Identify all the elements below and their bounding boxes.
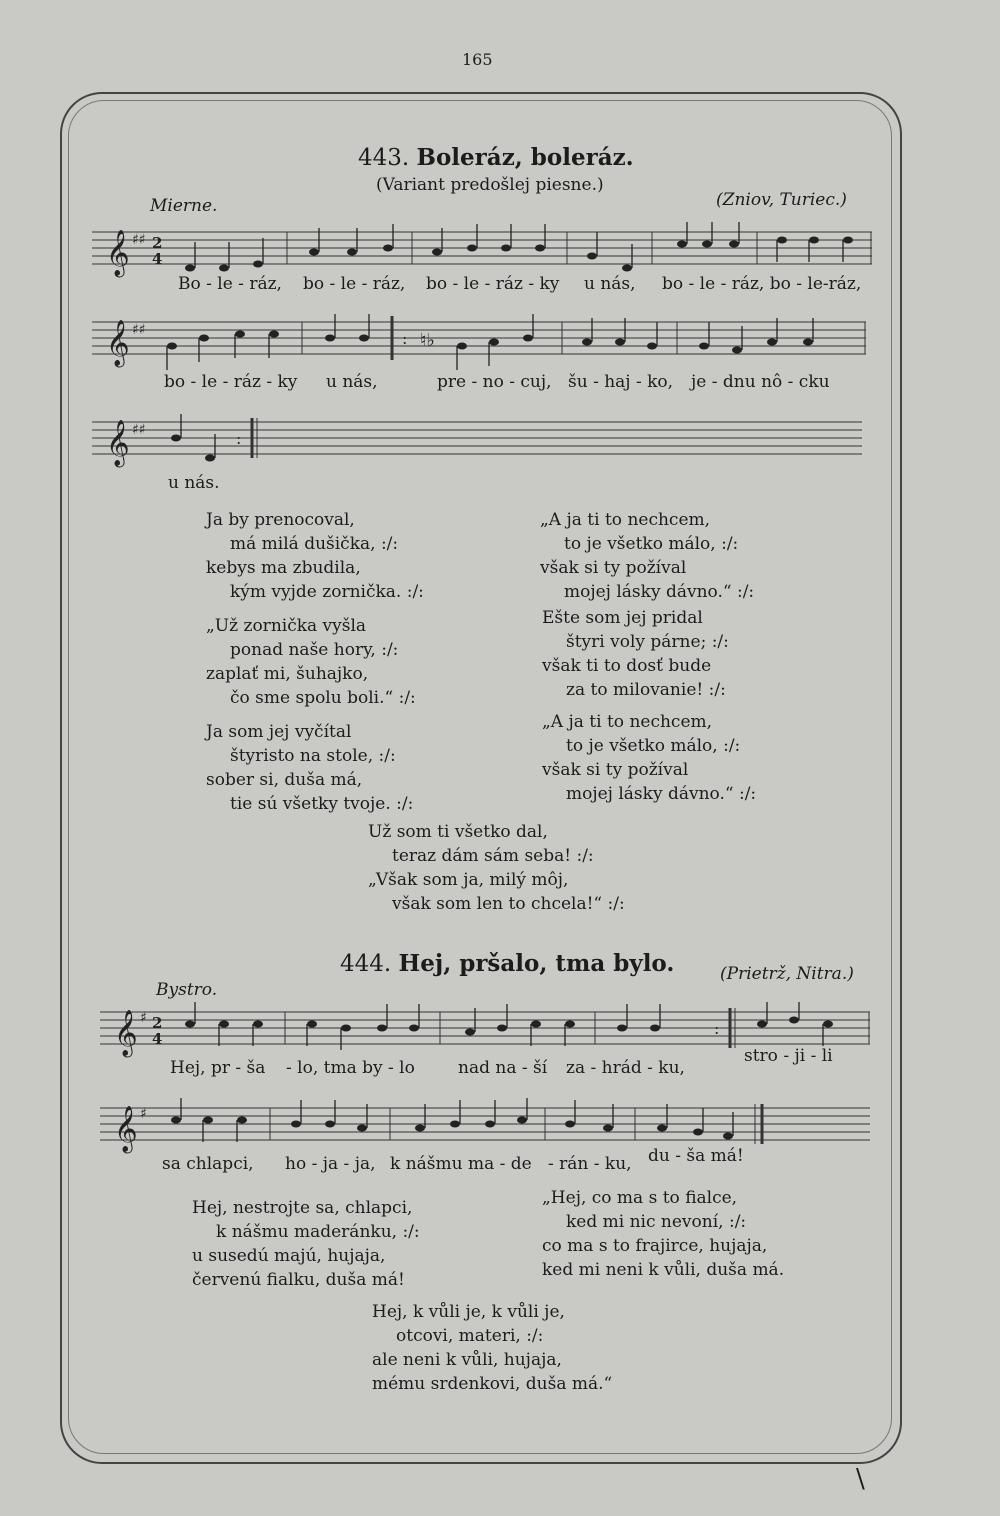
verse-line: mojej lásky dávno.“ :/: <box>564 582 755 602</box>
tempo-marking: Bystro. <box>156 980 218 1000</box>
lyric-syllables: u nás, <box>326 372 378 392</box>
music-staff <box>92 412 862 472</box>
song-number: 444. <box>340 951 392 977</box>
lyric-syllables: u nás. <box>168 473 220 493</box>
lyric-syllables: - rán - ku, <box>548 1154 632 1174</box>
song-source: (Prietrž, Nitra.) <box>720 964 854 984</box>
verse <box>192 1196 420 1292</box>
lyric-syllables: bo - le - ráz, <box>303 274 406 294</box>
verse-line: Ešte som jej pridal <box>542 608 703 628</box>
verse-line: ked mi nic nevoní, :/: <box>566 1212 747 1232</box>
svg-text:♯♯: ♯♯ <box>132 422 146 438</box>
music-staff <box>92 312 866 372</box>
lyric-syllables: nad na - ší <box>458 1058 548 1078</box>
verse <box>206 508 424 604</box>
tempo-marking: Mierne. <box>150 196 218 216</box>
svg-text::: : <box>402 329 408 348</box>
lyrics-line <box>0 1146 1000 1178</box>
lyric-syllables: - lo, tma by - lo <box>286 1058 415 1078</box>
song-title <box>340 950 674 977</box>
lyric-syllables: bo - le - ráz - ky <box>426 274 560 294</box>
lyric-syllables: bo - le - ráz - ky <box>164 372 298 392</box>
svg-text:4: 4 <box>152 250 163 268</box>
verse-line: to je všetko málo, :/: <box>566 736 741 756</box>
verse-line: co ma s to frajirce, hujaja, <box>542 1236 768 1256</box>
verse-line: teraz dám sám seba! :/: <box>392 846 594 866</box>
verse-line: Hej, nestrojte sa, chlapci, <box>192 1198 413 1218</box>
verse-line: „A ja ti to nechcem, <box>542 712 713 732</box>
verse <box>542 1186 784 1282</box>
verse-line: ked mi neni k vůli, duša má. <box>542 1260 785 1280</box>
svg-text:𝄞: 𝄞 <box>106 420 130 466</box>
verse-line: Hej, k vůli je, k vůli je, <box>372 1302 565 1322</box>
margin-mark: \ <box>856 1464 865 1494</box>
svg-text:2: 2 <box>152 234 163 252</box>
svg-text:♯♯: ♯♯ <box>132 322 146 338</box>
verse-line: mému srdenkovi, duša má.“ <box>372 1374 613 1394</box>
svg-text:♯♯: ♯♯ <box>132 232 146 248</box>
svg-text::: : <box>714 1019 720 1038</box>
verse-line: má milá dušička, :/: <box>230 534 399 554</box>
svg-text:𝄞: 𝄞 <box>106 230 130 276</box>
page-number: 165 <box>462 50 493 69</box>
verse-line: tie sú všetky tvoje. :/: <box>230 794 414 814</box>
svg-text:♮♭: ♮♭ <box>420 330 435 351</box>
music-staff <box>100 1098 870 1158</box>
verse-line: čo sme spolu boli.“ :/: <box>230 688 416 708</box>
verse-line: „A ja ti to nechcem, <box>540 510 711 530</box>
lyric-syllables: za - hrád - ku, <box>566 1058 685 1078</box>
lyric-syllables: du - ša má! <box>648 1146 744 1166</box>
verse-line: u susedú majú, hujaja, <box>192 1246 386 1266</box>
svg-text:4: 4 <box>152 1030 163 1048</box>
verse-line: však si ty požíval <box>540 558 687 578</box>
verse-line: sober si, duša má, <box>206 770 363 790</box>
verse-line: ale neni k vůli, hujaja, <box>372 1350 562 1370</box>
verse <box>206 614 416 710</box>
svg-text::: : <box>236 429 242 448</box>
verse-line: „Hej, co ma s to fialce, <box>542 1188 738 1208</box>
verse-line: Ja som jej vyčítal <box>206 722 352 742</box>
lyric-syllables: je - dnu nô - cku <box>691 372 830 392</box>
lyric-syllables: ho - ja - ja, <box>285 1154 376 1174</box>
song-title-text: Boleráz, boleráz. <box>416 144 634 171</box>
svg-text:𝄞: 𝄞 <box>114 1106 138 1152</box>
song-subtitle: (Variant predošlej piesne.) <box>376 175 604 195</box>
verse-line: však som len to chcela!“ :/: <box>392 894 625 914</box>
verse-line: však ti to dosť bude <box>542 656 712 676</box>
lyric-syllables: pre - no - cuj, <box>437 372 552 392</box>
verse-line: kým vyjde zornička. :/: <box>230 582 424 602</box>
verse-line: „Však som ja, milý môj, <box>368 870 569 890</box>
song-title-text: Hej, pršalo, tma bylo. <box>398 950 675 977</box>
lyrics-line <box>0 1046 1000 1082</box>
lyrics-line <box>0 372 1000 396</box>
verse-line: to je všetko málo, :/: <box>564 534 739 554</box>
verse-line: mojej lásky dávno.“ :/: <box>566 784 757 804</box>
verse-line: otcovi, materi, :/: <box>396 1326 544 1346</box>
song-number: 443. <box>358 145 410 171</box>
verse <box>206 720 413 816</box>
verse-line: však si ty požíval <box>542 760 689 780</box>
song-source: (Zniov, Turiec.) <box>716 190 847 210</box>
verse-line: „Už zornička vyšla <box>206 616 367 636</box>
song-title <box>358 144 634 171</box>
verse-line: Už som ti všetko dal, <box>368 822 548 842</box>
music-staff <box>92 222 872 282</box>
svg-text:♯: ♯ <box>140 1010 147 1026</box>
verse-line: štyristo na stole, :/: <box>230 746 396 766</box>
verse-line: za to milovanie! :/: <box>566 680 726 700</box>
lyric-syllables: Bo - le - ráz, <box>178 274 282 294</box>
lyric-syllables: bo - le - ráz, bo - le-ráz, <box>662 274 862 294</box>
lyric-syllables: Hej, pr - ša <box>170 1058 266 1078</box>
verse <box>368 820 625 916</box>
lyric-syllables: šu - haj - ko, <box>568 372 674 392</box>
lyric-syllables: stro - ji - li <box>744 1046 833 1066</box>
verse <box>542 710 756 806</box>
verse-line: Ja by prenocoval, <box>206 510 355 530</box>
lyric-syllables: u nás, <box>584 274 636 294</box>
svg-text:𝄞: 𝄞 <box>106 320 130 366</box>
verse-line: červenú fialku, duša má! <box>192 1270 405 1290</box>
verse-line: kebys ma zbudila, <box>206 558 361 578</box>
verse <box>372 1300 612 1396</box>
verse <box>540 508 754 604</box>
svg-text:𝄞: 𝄞 <box>114 1010 138 1056</box>
verse-line: zaplať mi, šuhajko, <box>206 664 369 684</box>
verse-line: štyri voly párne; :/: <box>566 632 729 652</box>
verse-line: k nášmu maderánku, :/: <box>216 1222 420 1242</box>
lyric-syllables: sa chlapci, <box>162 1154 254 1174</box>
svg-text:♯: ♯ <box>140 1106 147 1122</box>
lyrics-line <box>0 274 1000 298</box>
lyric-syllables: k nášmu ma - de <box>390 1154 532 1174</box>
verse <box>542 606 729 702</box>
svg-text:2: 2 <box>152 1014 163 1032</box>
verse-line: ponad naše hory, :/: <box>230 640 399 660</box>
lyrics-line <box>0 473 1000 497</box>
